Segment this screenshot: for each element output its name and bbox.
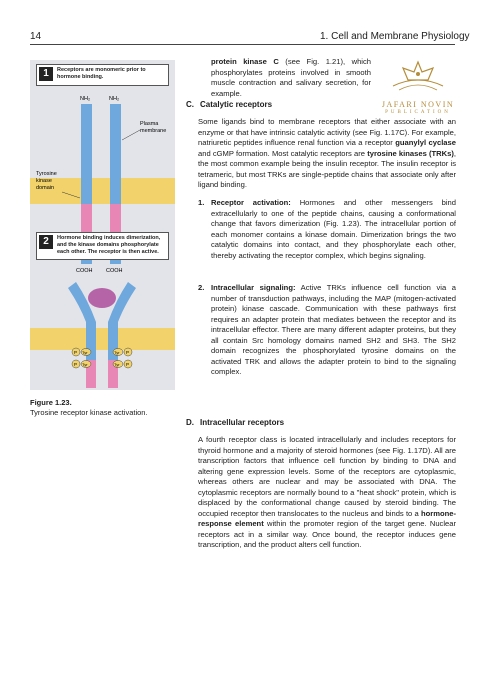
step-1-text: Receptors are monomeric prior to hormone binding. bbox=[57, 67, 146, 80]
section-c-paragraph bbox=[198, 117, 456, 191]
c-bold-guanylyl: guanylyl cyclase bbox=[395, 138, 456, 147]
figure-caption bbox=[30, 398, 180, 418]
d-text-2: within the promoter region of the target gene. Nuclear receptors act in a similar way. Once bound, the receptor induces gene transcription, and the product alters cell function. bbox=[198, 519, 457, 549]
item-2-paragraph bbox=[211, 283, 456, 378]
section-c-letter: C. bbox=[186, 100, 194, 109]
step-2-number: 2 bbox=[39, 235, 53, 249]
label-tyr-4: Tyr bbox=[114, 362, 120, 367]
step-1-number: 1 bbox=[39, 67, 53, 81]
section-d-letter: D. bbox=[186, 418, 194, 427]
c-text-2: and cGMP formation. Most catalytic receptors are bbox=[198, 148, 368, 158]
d-bold-hre: hormone-response element bbox=[198, 508, 456, 528]
receptor-left-transmembrane bbox=[81, 178, 92, 204]
label-p-4: P bbox=[126, 362, 130, 367]
section-d-title: Intracellular receptors bbox=[200, 418, 285, 427]
label-tyr-2: Tyr bbox=[82, 362, 88, 367]
watermark-name: JAFARI NOVIN bbox=[381, 100, 455, 109]
plasma-membrane-2 bbox=[30, 328, 175, 350]
section-d-heading bbox=[186, 418, 284, 427]
label-cooh-right: COOH bbox=[106, 268, 123, 274]
receptor-left-extracellular bbox=[81, 104, 92, 178]
item-2-text: Active TRKs influence cell function via a number of transduction pathways, including the MAP (mitogen-activated protein) kinase cascade. Communication with these pathways first requires an adapter protein that mediates between the receptor and its intracellular effector. There are many different adapter proteins, but they all contain Src homology domains named SH2 and SH3. The SH2 domain recognizes the phosphorylated tyrosine domains on the activated TRK and allows the adapter protein to bind to the signaling complex. bbox=[211, 283, 456, 376]
label-p-3: P bbox=[126, 350, 130, 355]
list-item-1 bbox=[198, 198, 456, 261]
section-c-body bbox=[198, 117, 456, 191]
label-tyr-3: Tyr bbox=[114, 350, 120, 355]
step-1-callout bbox=[36, 64, 169, 86]
label-plasma: Plasma bbox=[140, 121, 159, 127]
receptor-right-extracellular bbox=[110, 104, 121, 178]
section-c-heading bbox=[186, 100, 272, 109]
step-2-text: Hormone binding induces dimerization, and the kinase domains phosphorylate each other. The receptor is then active. bbox=[57, 235, 161, 255]
receptor-right-transmembrane bbox=[110, 178, 121, 204]
item-1-text: Hormones and other messengers bind extracellularly to one of the peptide chains, causing a conformational change that favors dimerization (Fig. 1.23). The intracellular portion of each monomer contains a kinase domain. Dimerization brings the two catalytic domains into contact, and they phosphorylate each other, thereby activating the receptor complex, which begins signaling. bbox=[211, 198, 456, 260]
item-2-title: Intracellular signaling: bbox=[211, 283, 296, 292]
section-d-paragraph bbox=[198, 435, 456, 551]
item-1-title: Receptor activation: bbox=[211, 198, 291, 207]
label-membrane: membrane bbox=[140, 128, 167, 134]
label-kinase-1: Tyrosine bbox=[36, 171, 57, 177]
label-nh2-left: NH₂ bbox=[80, 96, 91, 102]
label-cooh-left: COOH bbox=[76, 268, 93, 274]
header-divider bbox=[30, 44, 455, 45]
caption-text: Tyrosine receptor kinase activation. bbox=[30, 408, 148, 417]
label-nh2-right: NH₂ bbox=[109, 96, 120, 102]
item-2-number: 2. bbox=[198, 283, 205, 292]
caption-label: Figure 1.23. bbox=[30, 398, 72, 407]
step-2-callout bbox=[36, 232, 169, 260]
c-text-3: , the most common example being the insulin receptor. The insulin receptor is tetrameric, but most TRKs are single-peptide chains that associate only after ligand binding. bbox=[198, 148, 456, 189]
section-d-body bbox=[198, 435, 456, 551]
section-c-title: Catalytic receptors bbox=[200, 100, 273, 109]
label-kinase-2: kinase bbox=[36, 178, 52, 184]
c-text-1: Some ligands bind to membrane receptors that either associate with an enzyme or that have intrinsic catalytic activity (see Fig. 1.17C). For example, natriuretic peptides influence renal function via a receptor bbox=[198, 117, 456, 147]
item-1-paragraph bbox=[211, 198, 456, 261]
label-p-1: P bbox=[74, 350, 78, 355]
intro-block bbox=[186, 57, 456, 99]
intro-paragraph bbox=[211, 57, 371, 99]
d-text-1: A fourth receptor class is located intracellularly and includes receptors for thyroid hormone and a majority of steroid hormones (see Fig. 1.17D). All are transcription factors that influence cell function by binding to DNA and altering gene expression levels. Some of the receptors are cytoplasmic, whereas others are nuclear and may be associated with DNA. The cytoplasmic receptors are normally bound to a "heat shock" protein, which is displaced by the conformational change caused by steroid binding. The occupied receptor then translocates to the nucleus and binds to a bbox=[198, 435, 456, 518]
receptor-diagram bbox=[30, 60, 175, 390]
watermark-subtitle: PUBLICATION bbox=[385, 110, 451, 115]
intro-rest: (see Fig. 1.21), which phosphorylates proteins involved in smooth muscle contraction and salivary secretion, for example. bbox=[211, 57, 372, 98]
intro-bold: protein kinase C bbox=[211, 57, 279, 66]
page-number: 14 bbox=[30, 31, 42, 42]
label-tyr-1: Tyr bbox=[82, 350, 88, 355]
label-p-2: P bbox=[74, 362, 78, 367]
figure-panel bbox=[30, 60, 175, 390]
hormone-ligand bbox=[88, 288, 116, 308]
chapter-title: 1. Cell and Membrane Physiology bbox=[320, 31, 470, 42]
list-item-2 bbox=[198, 283, 456, 378]
item-1-number: 1. bbox=[198, 198, 205, 207]
c-bold-trk: tyrosine kinases (TRKs) bbox=[367, 148, 454, 158]
label-kinase-3: domain bbox=[36, 185, 55, 191]
